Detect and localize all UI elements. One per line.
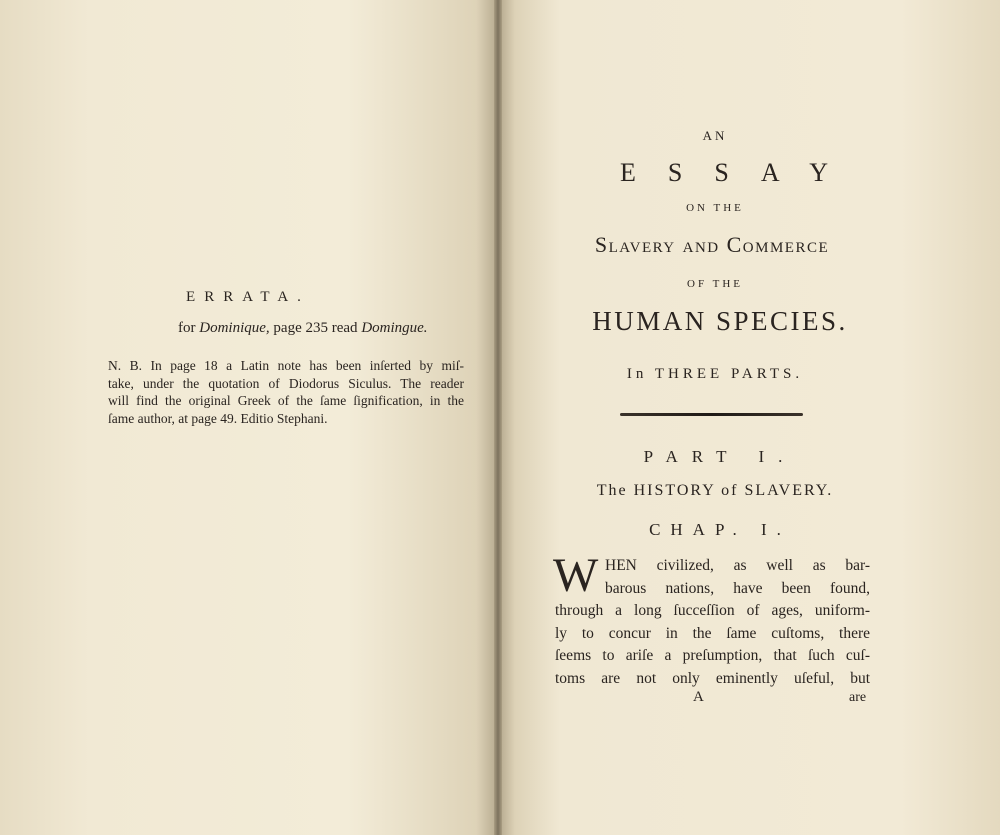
title-three-parts: In THREE PARTS. <box>626 366 804 382</box>
title-on-the: ON THE <box>686 202 744 214</box>
body-line: toms are not only eminently uſeful, but <box>555 669 870 687</box>
errata-wrong: Dominique, <box>199 320 270 336</box>
book-gutter <box>494 0 502 835</box>
title-essay: ESSAY <box>620 158 860 187</box>
chapter-heading: CHAP. I. <box>649 520 791 539</box>
errata-correction <box>178 320 428 337</box>
catchword: are <box>849 690 867 705</box>
note-line: N. B. In page 18 a Latin note has been inſerted by miſ- <box>108 358 464 373</box>
errata-right: Domingue. <box>361 320 428 336</box>
errata-middle: page 235 read <box>269 320 362 336</box>
drop-cap: W <box>553 549 599 602</box>
errata-title: ERRATA. <box>186 289 310 305</box>
note-line: will find the original Greek of the ſame ſignification, in the <box>108 393 464 408</box>
note-line: ſame author, at page 49. Editio Stephani. <box>108 410 328 426</box>
title-an: AN <box>702 128 728 143</box>
right-page <box>500 0 1000 835</box>
title-slavery-commerce: Slavery and Commerce <box>594 232 830 257</box>
body-line: ſeems to ariſe a preſumption, that ſuch cuſ- <box>555 647 870 664</box>
body-text <box>553 549 870 690</box>
body-line: ly to concur in the ſame cuſtoms, there <box>555 624 870 642</box>
note-line: take, under the quotation of Diodorus Siculus. The reader <box>108 375 464 391</box>
body-line: through a long ſucceſſion of ages, uniform- <box>555 602 870 619</box>
errata-prefix: for <box>178 320 200 336</box>
part-subtitle: The HISTORY of SLAVERY. <box>596 482 834 499</box>
part-heading: PART I. <box>643 447 797 466</box>
signature-mark: A <box>693 689 704 705</box>
body-line: HEN civilized, as well as bar- <box>605 557 870 574</box>
title-of-the: OF THE <box>687 278 743 290</box>
errata-note <box>108 357 464 427</box>
title-rule <box>620 413 803 416</box>
title-human-species: HUMAN SPECIES. <box>592 306 848 336</box>
body-line: barous nations, have been found, <box>605 579 870 597</box>
